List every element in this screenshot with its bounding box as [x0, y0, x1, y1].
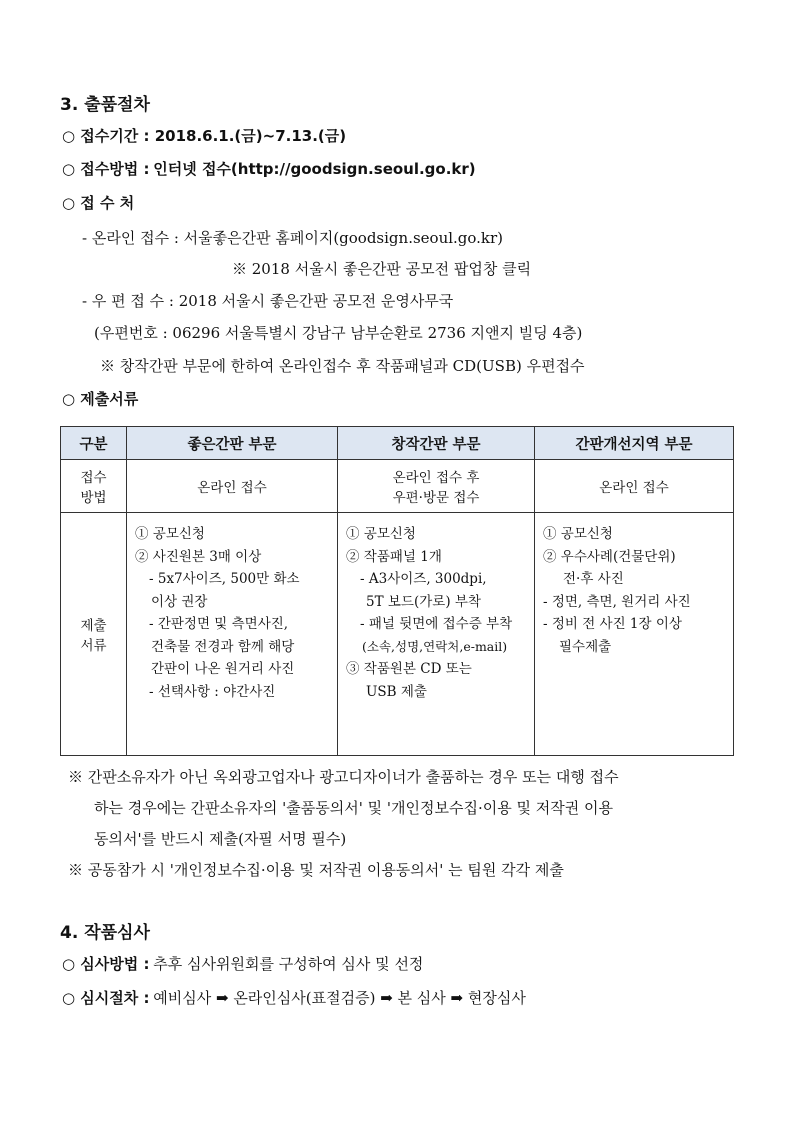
good-method: 온라인 접수	[127, 460, 338, 513]
list-item: ① 공모신청	[346, 526, 416, 542]
list-item: ① 공모신청	[543, 526, 613, 542]
method-value: 인터넷 접수(http://goodsign.seoul.go.kr)	[153, 160, 476, 178]
place-label: ○ 접 수 처	[62, 194, 135, 212]
row-label-docs: 제출 서류	[61, 513, 127, 756]
header-category: 구분	[61, 427, 127, 460]
list-item: 전·후 사진	[563, 571, 624, 587]
list-item: ③ 작품원본 CD 또는	[346, 661, 472, 677]
list-item: 간판이 나온 원거리 사진	[151, 661, 295, 677]
post-line: - 우 편 접 수 : 2018 서울시 좋은간판 공모전 운영사무국	[82, 292, 454, 310]
list-item: ② 작품패널 1개	[346, 548, 442, 565]
method-line	[62, 158, 476, 179]
list-item: - 5x7사이즈, 500만 화소	[149, 571, 300, 587]
docs-label: ○ 제출서류	[62, 390, 139, 408]
area-method: 온라인 접수	[535, 460, 734, 513]
list-item: USB 제출	[366, 683, 427, 700]
header-area: 간판개선지역 부문	[535, 427, 734, 460]
review-process-value: 예비심사 ➡ 온라인심사(표절검증) ➡ 본 심사 ➡ 현장심사	[153, 989, 526, 1007]
list-item: ② 우수사례(건물단위)	[543, 548, 676, 565]
note-2: ※ 공동참가 시 '개인정보수집·이용 및 저작권 이용동의서' 는 팀원 각각 제출	[68, 861, 564, 879]
creative-method: 온라인 접수 후 우편·방문 접수	[338, 460, 535, 513]
review-method-value: 추후 심사위원회를 구성하여 심사 및 선정	[153, 955, 424, 973]
section-3-heading: 3. 출품절차	[60, 95, 150, 115]
note-1-line-3: 동의서'를 반드시 제출(자필 서명 필수)	[94, 830, 347, 848]
list-item: - 간판정면 및 측면사진,	[149, 616, 289, 632]
post-note: ※ 창작간판 부문에 한하여 온라인접수 후 작품패널과 CD(USB) 우편접수	[100, 357, 585, 375]
list-item: - 정면, 측면, 원거리 사진	[543, 593, 691, 610]
submission-table	[60, 426, 734, 756]
note-1-line-1: ※ 간판소유자가 아닌 옥외광고업자나 광고디자이너가 출품하는 경우 또는 대행 접수	[68, 768, 619, 786]
list-item: 건축물 전경과 함께 해당	[151, 638, 295, 655]
row-label-method: 접수 방법	[61, 460, 127, 513]
list-item: (소속,성명,연락처,e-mail)	[362, 638, 508, 654]
list-item: 이상 권장	[151, 593, 208, 610]
header-good-sign: 좋은간판 부문	[127, 427, 338, 460]
list-item: 필수제출	[559, 638, 612, 655]
list-item: - 선택사항 : 야간사진	[149, 683, 276, 700]
list-item: ② 사진원본 3매 이상	[135, 548, 262, 565]
list-item: - 패널 뒷면에 접수증 부착	[360, 616, 513, 632]
list-item: - A3사이즈, 300dpi,	[360, 571, 487, 587]
list-item: 5T 보드(가로) 부착	[366, 593, 481, 610]
online-line: - 온라인 접수 : 서울좋은간판 홈페이지(goodsign.seoul.go.kr)	[82, 229, 504, 247]
method-label: ○ 접수방법 :	[62, 160, 150, 178]
list-item: ① 공모신청	[135, 526, 205, 542]
period-line: ○ 접수기간 : 2018.6.1.(금)~7.13.(금)	[62, 127, 347, 145]
area-docs	[535, 513, 734, 756]
note-1-line-2: 하는 경우에는 간판소유자의 '출품동의서' 및 '개인정보수집·이용 및 저작권 이용	[94, 799, 613, 817]
post-address: (우편번호 : 06296 서울특별시 강남구 남부순환로 2736 지앤지 빌딩 4층)	[94, 324, 583, 342]
section-4-heading: 4. 작품심사	[60, 923, 150, 943]
creative-docs	[338, 513, 535, 756]
review-method-label: ○ 심사방법 :	[62, 955, 150, 973]
good-docs	[127, 513, 338, 756]
review-method-line	[62, 953, 423, 974]
review-process-line	[62, 987, 526, 1008]
header-creative-sign: 창작간판 부문	[338, 427, 535, 460]
online-note: ※ 2018 서울시 좋은간판 공모전 팝업창 클릭	[232, 260, 532, 278]
list-item: - 정비 전 사진 1장 이상	[543, 616, 682, 632]
review-process-label: ○ 심시절차 :	[62, 989, 150, 1007]
